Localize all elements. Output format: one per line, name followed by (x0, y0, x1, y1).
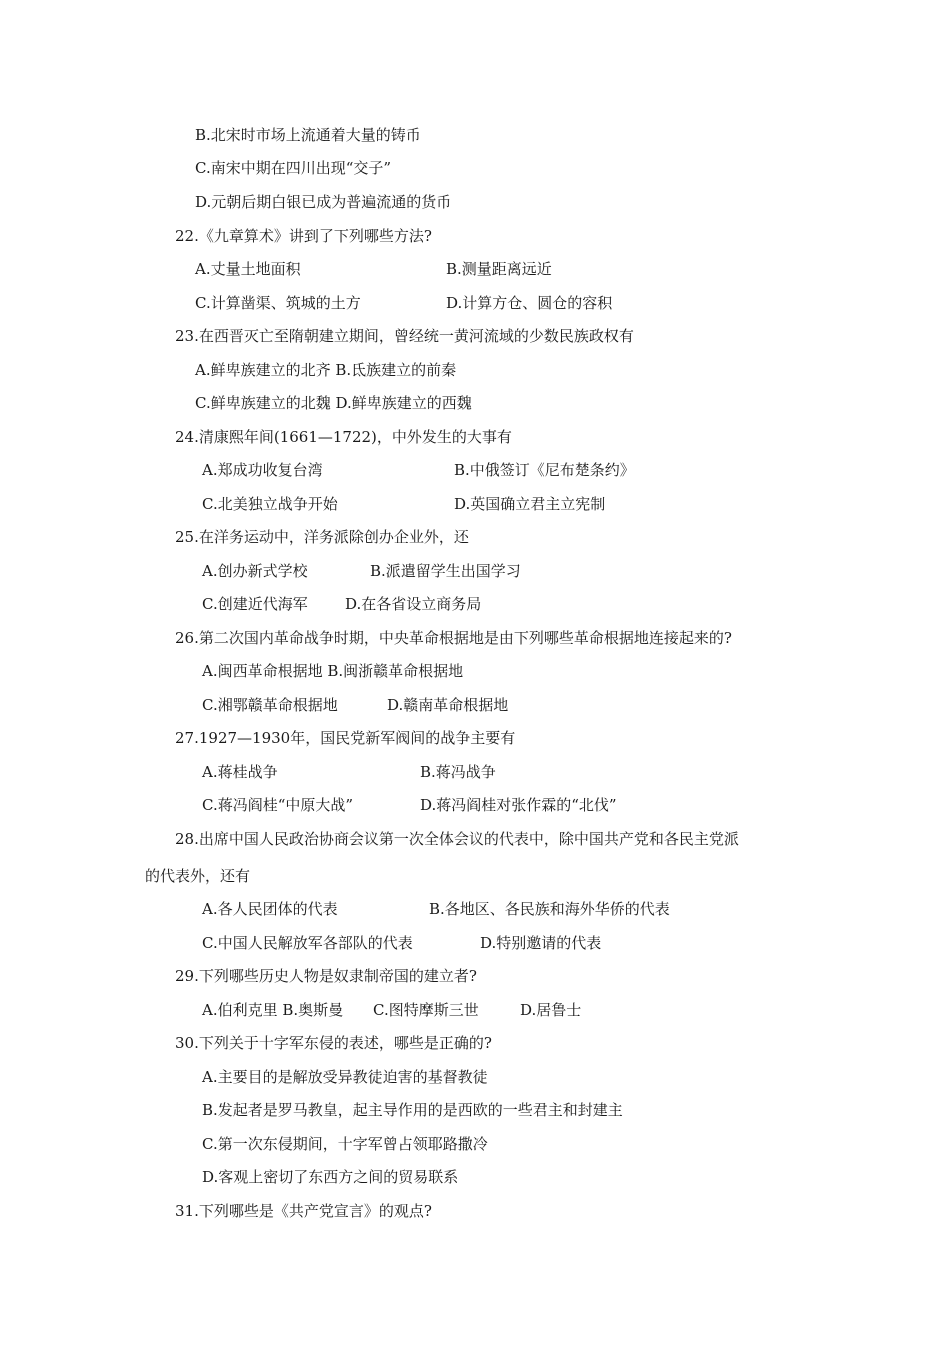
option-29-d: D.居鲁士 (520, 1001, 582, 1019)
option-30-d: D.客观上密切了东西方之间的贸易联系 (202, 1168, 459, 1186)
option-28-b: B.各地区、各民族和海外华侨的代表 (429, 900, 670, 918)
question-22: 22.《九章算术》讲到了下列哪些方法? (175, 227, 432, 245)
options-26-ab: A.闽西革命根据地 B.闽浙赣革命根据地 (202, 662, 464, 680)
option-25-d: D.在各省设立商务局 (345, 595, 482, 613)
option-22-d: D.计算方仓、圆仓的容积 (446, 294, 613, 312)
option-24-a: A.郑成功收复台湾 (202, 461, 323, 479)
options-23-ab: A.鲜卑族建立的北齐 B.氐族建立的前秦 (195, 361, 457, 379)
option-28-d: D.特别邀请的代表 (480, 934, 602, 952)
option-27-b: B.蒋冯战争 (420, 763, 496, 781)
options-23-cd: C.鲜卑族建立的北魏 D.鲜卑族建立的西魏 (195, 394, 472, 412)
question-23: 23.在西晋灭亡至隋朝建立期间，曾经统一黄河流域的少数民族政权有 (175, 327, 634, 345)
option-30-b: B.发起者是罗马教皇，起主导作用的是西欧的一些君主和封建主 (202, 1101, 623, 1119)
question-24: 24.清康熙年间(1661—1722)，中外发生的大事有 (175, 428, 512, 446)
option-25-b: B.派遣留学生出国学习 (370, 562, 521, 580)
option-28-c: C.中国人民解放军各部队的代表 (202, 934, 413, 952)
option-26-c: C.湘鄂赣革命根据地 (202, 696, 338, 714)
options-29-ab: A.伯利克里 B.奥斯曼 (202, 1001, 344, 1019)
option-22-a: A.丈量土地面积 (195, 260, 301, 278)
option-27-c: C.蒋冯阎桂“中原大战” (202, 796, 354, 814)
question-25: 25.在洋务运动中，洋务派除创办企业外，还 (175, 528, 469, 546)
option-21-c: C.南宋中期在四川出现“交子” (195, 159, 392, 177)
option-27-a: A.蒋桂战争 (202, 763, 278, 781)
option-24-b: B.中俄签订《尼布楚条约》 (454, 461, 635, 479)
option-29-c: C.图特摩斯三世 (373, 1001, 479, 1019)
option-30-c: C.第一次东侵期间，十字军曾占领耶路撒冷 (202, 1135, 488, 1153)
option-24-d: D.英国确立君主立宪制 (454, 495, 606, 513)
question-27: 27.1927—1930年，国民党新军阀间的战争主要有 (175, 729, 516, 747)
question-29: 29.下列哪些历史人物是奴隶制帝国的建立者? (175, 967, 477, 985)
question-31: 31.下列哪些是《共产党宣言》的观点? (175, 1202, 432, 1220)
option-21-d: D.元朝后期白银已成为普遍流通的货币 (195, 193, 452, 211)
option-25-c: C.创建近代海军 (202, 595, 308, 613)
option-22-c: C.计算凿渠、筑城的土方 (195, 294, 361, 312)
option-25-a: A.创办新式学校 (202, 562, 308, 580)
question-28-continued: 的代表外，还有 (145, 867, 251, 885)
option-21-b: B.北宋时市场上流通着大量的铸币 (195, 126, 421, 144)
option-27-d: D.蒋冯阎桂对张作霖的“北伐” (420, 796, 617, 814)
option-22-b: B.测量距离远近 (446, 260, 552, 278)
option-26-d: D.赣南革命根据地 (387, 696, 509, 714)
question-26: 26.第二次国内革命战争时期，中央革命根据地是由下列哪些革命根据地连接起来的? (175, 629, 732, 647)
question-28: 28.出席中国人民政治协商会议第一次全体会议的代表中，除中国共产党和各民主党派 (175, 830, 739, 848)
option-24-c: C.北美独立战争开始 (202, 495, 338, 513)
option-28-a: A.各人民团体的代表 (202, 900, 338, 918)
option-30-a: A.主要目的是解放受异教徒迫害的基督教徒 (202, 1068, 488, 1086)
question-30: 30.下列关于十字军东侵的表述，哪些是正确的? (175, 1034, 492, 1052)
